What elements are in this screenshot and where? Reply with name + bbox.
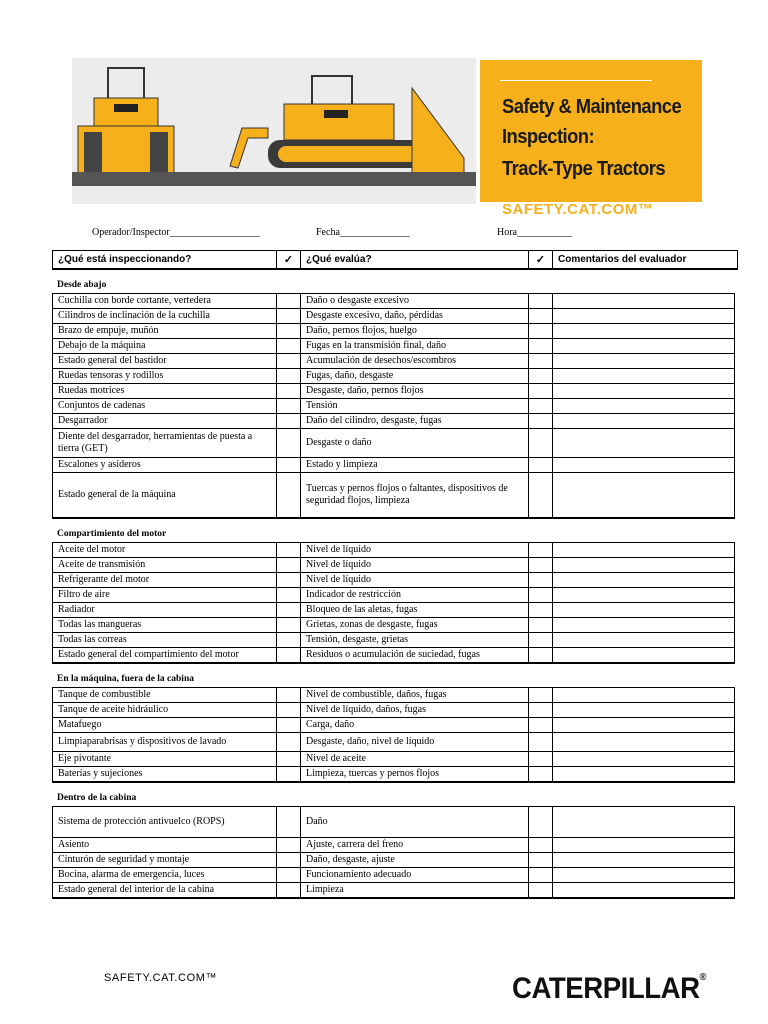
operator-field[interactable]: Operador/Inspector__________________ [92,227,260,238]
table-row [53,718,735,733]
evaluation-label: Nivel de líquido [301,558,529,572]
comment-cell[interactable] [553,458,735,472]
item-label: Estado general del compartimiento del motor [53,648,277,662]
table-row [53,339,735,354]
comment-cell[interactable] [553,633,735,647]
section-title: Desde abajo [57,280,107,290]
comment-cell[interactable] [553,733,735,751]
check-box-item[interactable] [277,883,301,897]
evaluation-label: Desgaste o daño [301,429,529,457]
table-header [52,250,738,270]
check-box-item[interactable] [277,703,301,717]
ground-bar [72,172,476,186]
check-box-item[interactable] [277,588,301,602]
section-title: Compartimiento del motor [57,529,167,539]
item-label: Baterías y sujeciones [53,767,277,781]
check-box-evaluation[interactable] [529,618,553,632]
table-row [53,703,735,718]
title-line-1: Safety & Maintenance [502,96,682,118]
comment-cell[interactable] [553,603,735,617]
evaluation-label: Indicador de restricción [301,588,529,602]
table-row [53,807,735,838]
evaluation-label: Limpieza [301,883,529,897]
evaluation-label: Carga, daño [301,718,529,732]
item-label: Cilindros de inclinación de la cuchilla [53,309,277,323]
comment-cell[interactable] [553,309,735,323]
check-box-evaluation[interactable] [529,543,553,557]
check-box-item[interactable] [277,458,301,472]
evaluation-label: Fugas en la transmisión final, daño [301,339,529,353]
check-box-evaluation[interactable] [529,473,553,517]
check-box-item[interactable] [277,733,301,751]
comment-cell[interactable] [553,838,735,852]
check-box-evaluation[interactable] [529,633,553,647]
check-box-item[interactable] [277,414,301,428]
check-box-item[interactable] [277,603,301,617]
table-row [53,369,735,384]
table-row [53,588,735,603]
item-label: Diente del desgarrador, herramientas de puesta a tierra (GET) [53,429,277,457]
item-label: Tanque de combustible [53,688,277,702]
table-row [53,853,735,868]
title-line-2: Inspection: [502,126,595,148]
item-label: Cuchilla con borde cortante, vertedera [53,294,277,308]
table-row [53,752,735,767]
comment-cell[interactable] [553,339,735,353]
check-box-evaluation[interactable] [529,324,553,338]
time-field[interactable]: Hora___________ [497,227,572,238]
section-grid [52,542,735,664]
check-box-evaluation[interactable] [529,838,553,852]
evaluation-label: Nivel de aceite [301,752,529,766]
check-box-item[interactable] [277,618,301,632]
comment-cell[interactable] [553,868,735,882]
table-row [53,558,735,573]
comment-cell[interactable] [553,718,735,732]
item-label: Escalones y asideros [53,458,277,472]
header-check-2: ✓ [529,251,553,268]
check-box-evaluation[interactable] [529,688,553,702]
item-label: Sistema de protección antivuelco (ROPS) [53,807,277,837]
table-row [53,458,735,473]
item-label: Asiento [53,838,277,852]
table-row [53,309,735,324]
check-box-item[interactable] [277,648,301,662]
header-evaluates: ¿Qué evalúa? [301,251,529,268]
comment-cell[interactable] [553,883,735,897]
logo-part-2: ERPILLAR [565,972,700,1005]
logo-mark: ® [699,972,706,983]
check-box-item[interactable] [277,354,301,368]
check-box-item[interactable] [277,752,301,766]
check-box-evaluation[interactable] [529,853,553,867]
table-row [53,294,735,309]
title-panel [480,60,702,202]
check-box-item[interactable] [277,399,301,413]
item-label: Estado general del interior de la cabina [53,883,277,897]
title-line-3: Track-Type Tractors [502,158,666,180]
check-box-item[interactable] [277,853,301,867]
check-box-evaluation[interactable] [529,414,553,428]
item-label: Estado general del bastidor [53,354,277,368]
table-row [53,603,735,618]
table-row [53,384,735,399]
item-label: Ruedas motrices [53,384,277,398]
evaluation-label: Daño, pernos flojos, huelgo [301,324,529,338]
item-label: Aceite del motor [53,543,277,557]
evaluation-label: Desgaste, daño, nivel de líquido [301,733,529,751]
item-label: Estado general de la máquina [53,473,277,517]
item-label: Eje pivotante [53,752,277,766]
table-row [53,573,735,588]
table-row [53,399,735,414]
check-box-evaluation[interactable] [529,369,553,383]
evaluation-label: Fugas, daño, desgaste [301,369,529,383]
comment-cell[interactable] [553,324,735,338]
header-site-link[interactable]: SAFETY.CAT.COM™ [502,201,654,218]
comment-cell[interactable] [553,399,735,413]
check-box-item[interactable] [277,324,301,338]
date-field[interactable]: Fecha______________ [316,227,410,238]
item-label: Conjuntos de cadenas [53,399,277,413]
check-box-evaluation[interactable] [529,558,553,572]
item-label: Brazo de empuje, muñón [53,324,277,338]
item-label: Matafuego [53,718,277,732]
comment-cell[interactable] [553,543,735,557]
evaluation-label: Nivel de líquido, daños, fugas [301,703,529,717]
table-row [53,838,735,853]
evaluation-label: Grietas, zonas de desgaste, fugas [301,618,529,632]
header-comments: Comentarios del evaluador [558,254,687,265]
item-label: Limpiaparabrisas y dispositivos de lavado [53,733,277,751]
evaluation-label: Nivel de combustible, daños, fugas [301,688,529,702]
evaluation-label: Daño del cilindro, desgaste, fugas [301,414,529,428]
check-box-evaluation[interactable] [529,767,553,781]
check-box-evaluation[interactable] [529,718,553,732]
check-box-item[interactable] [277,718,301,732]
check-box-evaluation[interactable] [529,868,553,882]
table-row [53,648,735,662]
comment-cell[interactable] [553,807,735,837]
check-box-item[interactable] [277,688,301,702]
item-label: Debajo de la máquina [53,339,277,353]
table-row [53,473,735,517]
check-box-evaluation[interactable] [529,429,553,457]
evaluation-label: Tensión [301,399,529,413]
section-grid [52,806,735,899]
item-label: Filtro de aire [53,588,277,602]
evaluation-label: Residuos o acumulación de suciedad, fugas [301,648,529,662]
table-row [53,429,735,458]
table-row [53,354,735,369]
check-box-evaluation[interactable] [529,399,553,413]
item-label: Desgarrador [53,414,277,428]
check-box-item[interactable] [277,543,301,557]
comment-cell[interactable] [553,618,735,632]
check-box-evaluation[interactable] [529,458,553,472]
check-box-evaluation[interactable] [529,648,553,662]
evaluation-label: Tensión, desgaste, grietas [301,633,529,647]
check-box-evaluation[interactable] [529,603,553,617]
table-row [53,688,735,703]
item-label: Tanque de aceite hidráulico [53,703,277,717]
comment-cell[interactable] [553,354,735,368]
evaluation-label: Desgaste, daño, pernos flojos [301,384,529,398]
item-label: Bocina, alarma de emergencia, luces [53,868,277,882]
evaluation-label: Nivel de líquido [301,543,529,557]
item-label: Refrigerante del motor [53,573,277,587]
check-box-evaluation[interactable] [529,703,553,717]
check-box-evaluation[interactable] [529,339,553,353]
comment-cell[interactable] [553,688,735,702]
check-box-item[interactable] [277,309,301,323]
table-row [53,733,735,752]
comment-cell[interactable] [553,384,735,398]
item-label: Todas las mangueras [53,618,277,632]
check-box-evaluation[interactable] [529,807,553,837]
check-box-item[interactable] [277,633,301,647]
check-box-item[interactable] [277,767,301,781]
header-inspecting: ¿Qué está inspeccionando? [53,251,277,268]
comment-cell[interactable] [553,429,735,457]
table-row [53,618,735,633]
check-box-item[interactable] [277,473,301,517]
check-box-evaluation[interactable] [529,309,553,323]
table-row [53,633,735,648]
check-box-item[interactable] [277,369,301,383]
table-row [53,767,735,781]
evaluation-label: Daño, desgaste, ajuste [301,853,529,867]
check-box-item[interactable] [277,294,301,308]
evaluation-label: Acumulación de desechos/escombros [301,354,529,368]
table-row [53,324,735,339]
comment-cell[interactable] [553,703,735,717]
comment-cell[interactable] [553,853,735,867]
evaluation-label: Tuercas y pernos flojos o faltantes, dispositivos de seguridad flojos, limpieza [301,473,529,517]
logo-part-1: CAT [512,972,566,1005]
section-title: Dentro de la cabina [57,793,137,803]
comment-cell[interactable] [553,573,735,587]
sections-container [52,270,738,899]
evaluation-label: Nivel de líquido [301,573,529,587]
item-label: Radiador [53,603,277,617]
table-row [53,868,735,883]
check-box-evaluation[interactable] [529,733,553,751]
item-label: Cinturón de seguridad y montaje [53,853,277,867]
comment-cell[interactable] [553,752,735,766]
section-title: En la máquina, fuera de la cabina [57,674,194,684]
item-label: Ruedas tensoras y rodillos [53,369,277,383]
item-label: Aceite de transmisión [53,558,277,572]
caterpillar-logo [512,972,706,1006]
table-row [53,414,735,429]
evaluation-label: Daño [301,807,529,837]
evaluation-label: Limpieza, tuercas y pernos flojos [301,767,529,781]
check-box-item[interactable] [277,339,301,353]
table-row [53,543,735,558]
check-box-evaluation[interactable] [529,588,553,602]
check-box-item[interactable] [277,429,301,457]
evaluation-label: Ajuste, carrera del freno [301,838,529,852]
section-grid [52,687,735,783]
evaluation-label: Bloqueo de las aletas, fugas [301,603,529,617]
header-check-1: ✓ [277,251,301,268]
comment-cell[interactable] [553,473,735,517]
table-row [53,883,735,897]
comment-cell[interactable] [553,648,735,662]
check-box-evaluation[interactable] [529,294,553,308]
item-label: Todas las correas [53,633,277,647]
check-box-item[interactable] [277,573,301,587]
comment-cell[interactable] [553,414,735,428]
comment-cell[interactable] [553,767,735,781]
inspection-table [52,250,738,899]
check-box-item[interactable] [277,384,301,398]
check-box-item[interactable] [277,838,301,852]
check-box-evaluation[interactable] [529,354,553,368]
tractor-illustration [72,58,476,204]
check-box-item[interactable] [277,868,301,882]
evaluation-label: Desgaste excesivo, daño, pérdidas [301,309,529,323]
section-grid [52,293,735,519]
comment-cell[interactable] [553,588,735,602]
comment-cell[interactable] [553,294,735,308]
comment-cell[interactable] [553,369,735,383]
evaluation-label: Funcionamiento adecuado [301,868,529,882]
check-box-evaluation[interactable] [529,752,553,766]
comment-cell[interactable] [553,558,735,572]
check-box-evaluation[interactable] [529,883,553,897]
footer-site-link[interactable]: SAFETY.CAT.COM™ [104,972,218,984]
check-box-item[interactable] [277,558,301,572]
title-rule [500,80,652,81]
check-box-evaluation[interactable] [529,384,553,398]
evaluation-label: Estado y limpieza [301,458,529,472]
check-box-item[interactable] [277,807,301,837]
check-box-evaluation[interactable] [529,573,553,587]
evaluation-label: Daño o desgaste excesivo [301,294,529,308]
